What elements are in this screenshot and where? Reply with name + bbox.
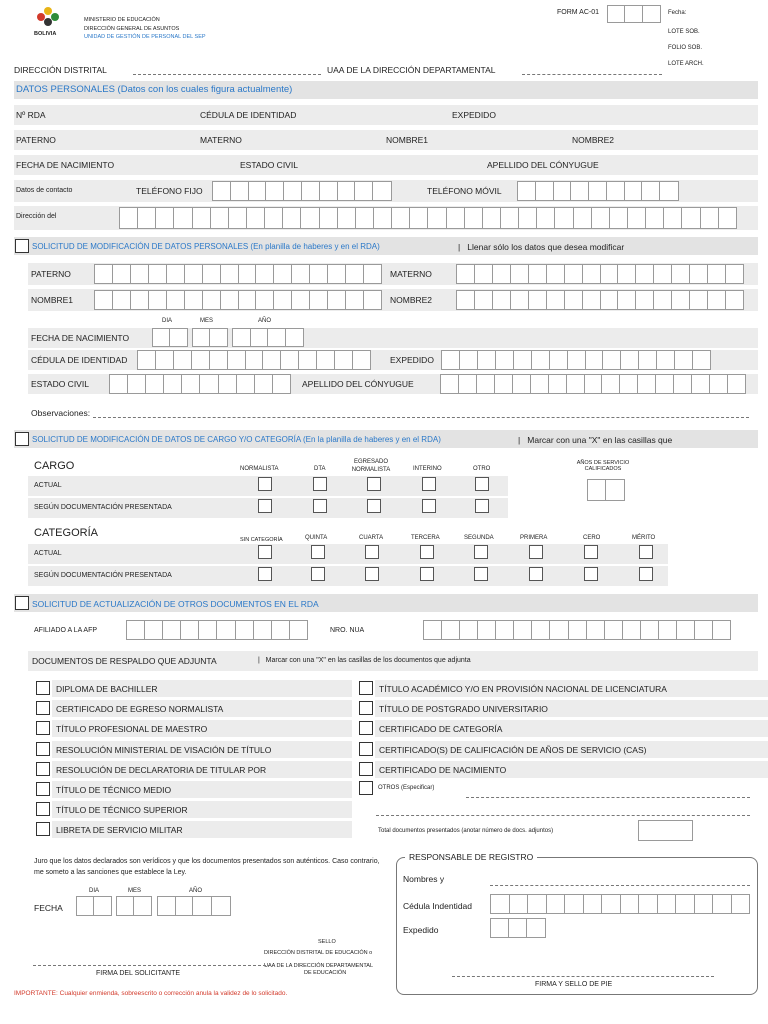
otros-esp-field[interactable] [466, 797, 750, 798]
mod-personal-note: | Llenar sólo los datos que desea modificar [458, 242, 625, 252]
cat-check-4-0[interactable] [474, 545, 488, 559]
sello-label: SELLO [318, 939, 336, 945]
cargo-check-1-0[interactable] [313, 477, 327, 491]
mod-cargo-note: | Marcar con una "X" en las casillas que [518, 435, 673, 445]
otros-esp-field-2[interactable] [376, 815, 750, 816]
mp-expedido-label: EXPEDIDO [390, 355, 434, 365]
resp-expedido-label: Expedido [403, 925, 439, 935]
importante-note: IMPORTANTE: Cualquier enmienda, sobreescrito o corrección anula la validez de lo solicitado. [14, 990, 288, 997]
afp-input[interactable] [126, 620, 308, 640]
fijo-input[interactable] [212, 181, 392, 201]
resp-firma-label: FIRMA Y SELLO DE PIE [535, 981, 613, 988]
sello-label-3: UAA DE LA DIRECCIÓN DEPARTAMENTAL [264, 963, 374, 969]
firma-line[interactable] [33, 965, 271, 966]
cat-actual-label: ACTUAL [34, 550, 62, 557]
mp-civil-input[interactable] [109, 374, 291, 394]
mp-obs-field[interactable] [93, 417, 749, 418]
nombre2-label: NOMBRE2 [572, 135, 615, 145]
cat-check-0-1[interactable] [258, 567, 272, 581]
otros-check[interactable] [15, 596, 29, 610]
mp-birth-day[interactable] [152, 328, 188, 347]
cat-check-7-1[interactable] [639, 567, 653, 581]
row-rda [14, 105, 758, 125]
conyugue-label: APELLIDO DEL CÓNYUGUE [487, 160, 599, 170]
f-fecha-label: FECHA [34, 903, 63, 913]
cargo-check-4-1[interactable] [475, 499, 489, 513]
doc-right-check[interactable] [359, 721, 373, 735]
lote-arch: LOTE ARCH. [668, 61, 704, 67]
mod-personal-title: SOLICITUD DE MODIFICACIÓN DE DATOS PERSONALES (En planilla de haberes y en el RDA) [32, 242, 380, 251]
cargo-check-3-0[interactable] [422, 477, 436, 491]
mp-civil-label: ESTADO CIVIL [31, 379, 89, 389]
cat-col-merito: MÉRITO [632, 535, 656, 541]
cat-col-sin: SIN CATEGORÍA [240, 537, 283, 543]
cat-check-6-0[interactable] [584, 545, 598, 559]
cat-check-0-0[interactable] [258, 545, 272, 559]
ministry: MINISTERIO DE EDUCACIÓN [84, 17, 160, 23]
cat-check-2-0[interactable] [365, 545, 379, 559]
unit: UNIDAD DE GESTIÓN DE PERSONAL DEL SEP [84, 34, 206, 40]
categoria-label: CATEGORÍA [34, 527, 98, 539]
doc-right-label: CERTIFICADO DE CATEGORÍA [379, 724, 503, 735]
mp-nombre1-label: NOMBRE1 [31, 295, 74, 305]
row-birth [14, 155, 758, 175]
uaa-label: UAA DE LA DIRECCIÓN DEPARTAMENTAL [327, 65, 496, 75]
mp-dia-label: DIA [162, 318, 173, 324]
cat-check-3-1[interactable] [420, 567, 434, 581]
expedido-label: EXPEDIDO [452, 110, 496, 120]
cargo-check-4-0[interactable] [475, 477, 489, 491]
cargo-check-1-1[interactable] [313, 499, 327, 513]
resp-nombres-label: Nombres y [403, 874, 445, 884]
birth-label: FECHA DE NACIMIENTO [16, 160, 115, 170]
doc-left-check[interactable] [36, 762, 50, 776]
cat-segun-label: SEGÚN DOCUMENTACIÓN PRESENTADA [34, 572, 172, 579]
total-input[interactable] [638, 820, 693, 841]
mod-personal-check[interactable] [15, 239, 29, 253]
cargo-check-0-1[interactable] [258, 499, 272, 513]
mp-materno-label: MATERNO [390, 269, 432, 279]
cat-check-2-1[interactable] [365, 567, 379, 581]
f-mes-label: MES [128, 888, 142, 894]
doc-right-label: TÍTULO DE POSTGRADO UNIVERSITARIO [379, 704, 548, 715]
cat-check-5-1[interactable] [529, 567, 543, 581]
doc-otros-label: OTROS (Especificar) [378, 785, 435, 791]
cat-check-1-1[interactable] [311, 567, 325, 581]
resp-cedula-input[interactable] [490, 894, 750, 914]
doc-left-check[interactable] [36, 782, 50, 796]
mod-personal-note-text: Llenar sólo los datos que desea modificar [467, 242, 625, 252]
cat-check-3-0[interactable] [420, 545, 434, 559]
resp-box [396, 857, 758, 995]
doc-left-label: TÍTULO PROFESIONAL DE MAESTRO [56, 724, 208, 735]
mp-ci-input[interactable] [137, 350, 371, 370]
mp-materno-input[interactable] [456, 264, 744, 284]
doc-right-check[interactable] [359, 681, 373, 695]
sello-label-4: DE EDUCACIÓN [304, 970, 347, 976]
mp-birth-year[interactable] [232, 328, 304, 347]
docs-note: | Marcar con una "X" en las casillas de los documentos que adjunta [258, 657, 471, 664]
mod-cargo-note-text: Marcar con una "X" en las casillas que [527, 435, 673, 445]
doc-left-check[interactable] [36, 721, 50, 735]
mod-cargo-check[interactable] [15, 432, 29, 446]
country-label: BOLIVIA [34, 31, 57, 37]
cargo-check-0-0[interactable] [258, 477, 272, 491]
ci-label: CÉDULA DE IDENTIDAD [200, 110, 297, 120]
cat-check-7-0[interactable] [639, 545, 653, 559]
mp-birth-label: FECHA DE NACIMIENTO [31, 333, 130, 343]
uaa-field[interactable] [522, 74, 662, 75]
cargo-col-dta: DTA [314, 466, 326, 472]
mp-expedido-input[interactable] [441, 350, 711, 370]
resp-firma-line[interactable] [452, 976, 714, 977]
doc-left-check[interactable] [36, 822, 50, 836]
doc-right-check[interactable] [359, 762, 373, 776]
movil-input[interactable] [517, 181, 679, 201]
doc-left-check[interactable] [36, 742, 50, 756]
resp-cedula-label: Cédula Indentidad [403, 901, 473, 911]
doc-right-label: CERTIFICADO(S) DE CALIFICACIÓN DE AÑOS DE SERVICIO (CAS) [379, 744, 647, 755]
mp-row3 [28, 328, 758, 348]
cat-check-6-1[interactable] [584, 567, 598, 581]
nua-input[interactable] [423, 620, 731, 640]
cat-check-5-0[interactable] [529, 545, 543, 559]
doc-left-label: RESOLUCIÓN MINISTERIAL DE VISACIÓN DE TÍTULO [56, 744, 272, 755]
doc-otros-check[interactable] [359, 781, 373, 795]
nombre1-label: NOMBRE1 [386, 135, 429, 145]
mp-paterno-label: PATERNO [31, 269, 71, 279]
movil-label: TELÉFONO MÓVIL [427, 186, 502, 196]
total-label: Total documentos presentados (anotar número de docs. adjuntos) [378, 828, 554, 834]
mp-paterno-input[interactable] [94, 264, 382, 284]
rda-label: Nº RDA [16, 110, 46, 120]
f-dia-label: DIA [89, 888, 100, 894]
cargo-check-2-1[interactable] [367, 499, 381, 513]
lote-sob: LOTE SOB. [668, 29, 700, 35]
form-code-boxes[interactable] [607, 5, 661, 23]
distrital-field[interactable] [133, 74, 321, 75]
cat-check-4-1[interactable] [474, 567, 488, 581]
address-label: Dirección del [16, 213, 57, 220]
mp-mes-label: MES [200, 318, 214, 324]
doc-left-label: TÍTULO DE TÉCNICO MEDIO [56, 785, 172, 795]
doc-right-label: TÍTULO ACADÉMICO Y/O EN PROVISIÓN NACIONAL DE LICENCIATURA [379, 684, 667, 694]
resp-nombres-field[interactable] [490, 885, 750, 886]
cat-col-tercera: TERCERA [411, 535, 440, 541]
doc-right-check[interactable] [359, 701, 373, 715]
fecha-label: Fecha: [668, 10, 687, 16]
distrital-label: DIRECCIÓN DISTRITAL [14, 65, 107, 75]
cat-col-cuarta: CUARTA [359, 535, 384, 541]
mp-birth-month[interactable] [192, 328, 228, 347]
mp-conyugue-input[interactable] [440, 374, 746, 394]
doc-left-label: CERTIFICADO DE EGRESO NORMALISTA [56, 704, 224, 715]
cargo-check-2-0[interactable] [367, 477, 381, 491]
mp-nombre2-label: NOMBRE2 [390, 295, 433, 305]
cat-check-1-0[interactable] [311, 545, 325, 559]
mp-anio-label: AÑO [258, 318, 272, 324]
anios-input[interactable] [587, 479, 625, 501]
cat-col-primera: PRIMERA [520, 535, 548, 541]
materno-label: MATERNO [200, 135, 242, 145]
doc-left-label: LIBRETA DE SERVICIO MILITAR [56, 825, 183, 836]
resp-title: RESPONSABLE DE REGISTRO [405, 852, 537, 862]
sello-label-2: DIRECCIÓN DISTRITAL DE EDUCACIÓN o [264, 950, 373, 956]
cargo-check-3-1[interactable] [422, 499, 436, 513]
doc-left-label: TÍTULO DE TÉCNICO SUPERIOR [56, 805, 188, 816]
cat-col-segunda: SEGUNDA [464, 535, 494, 541]
f-anio-label: AÑO [189, 888, 203, 894]
cat-actual-row [28, 544, 668, 564]
doc-right-label: CERTIFICADO DE NACIMIENTO [379, 764, 507, 775]
logo [35, 5, 61, 29]
anios-label: AÑOS DE SERVICIO CALIFICADOS [576, 460, 630, 472]
folio-sob: FOLIO SOB. [668, 45, 703, 51]
cargo-col-egresado: EGRESADO NORMALISTA [351, 459, 391, 473]
cargo-actual-label: ACTUAL [34, 482, 62, 489]
cargo-segun-label: SEGÚN DOCUMENTACIÓN PRESENTADA [34, 504, 172, 511]
mod-cargo-title: SOLICITUD DE MODIFICACIÓN DE DATOS DE CARGO Y/O CATEGORÍA (En la planilla de haberes y en el RDA) [32, 435, 441, 444]
fijo-label: TELÉFONO FIJO [136, 186, 203, 196]
direction: DIRECCIÓN GENERAL DE ASUNTOS [84, 26, 180, 32]
doc-right-check[interactable] [359, 742, 373, 756]
cargo-col-interino: INTERINO [413, 466, 442, 472]
mp-nombre2-input[interactable] [456, 290, 744, 310]
docs-label: DOCUMENTOS DE RESPALDO QUE ADJUNTA [32, 656, 217, 666]
afp-label: AFILIADO A LA AFP [34, 627, 98, 634]
otros-title: SOLICITUD DE ACTUALIZACIÓN DE OTROS DOCUMENTOS EN EL RDA [32, 599, 319, 609]
mp-obs-label: Observaciones: [31, 408, 91, 418]
doc-left-label: RESOLUCIÓN DE DECLARATORIA DE TITULAR POR [56, 764, 267, 775]
form-code: FORM AC-01 [557, 9, 600, 16]
cat-col-quinta: QUINTA [305, 535, 328, 541]
f-year[interactable] [157, 896, 231, 916]
personal-title: DATOS PERSONALES (Datos con los cuales figura actualmente) [16, 84, 293, 95]
resp-expedido-input[interactable] [490, 918, 546, 938]
doc-left-label: DIPLOMA DE BACHILLER [56, 684, 158, 694]
doc-left-check[interactable] [36, 802, 50, 816]
mp-ci-label: CÉDULA DE IDENTIDAD [31, 355, 128, 365]
doc-left-check[interactable] [36, 701, 50, 715]
f-day[interactable] [76, 896, 112, 916]
docs-note-text: Marcar con una "X" en las casillas de los documentos que adjunta [265, 657, 471, 664]
juro-text: Juro que los datos declarados son verídicos y que los documentos presentados son auténticos. Caso contrario, me someto a las sanciones que establece la Ley. [34, 858, 380, 876]
firma-label: FIRMA DEL SOLICITANTE [96, 970, 181, 977]
f-month[interactable] [116, 896, 152, 916]
address-input[interactable] [119, 207, 737, 229]
doc-left-check[interactable] [36, 681, 50, 695]
cargo-col-otro: OTRO [473, 466, 491, 472]
civil-label: ESTADO CIVIL [240, 160, 298, 170]
contact-label: Datos de contacto [16, 187, 73, 194]
mp-nombre1-input[interactable] [94, 290, 382, 310]
nua-label: NRO. NUA [330, 627, 365, 634]
cat-col-cero: CERO [583, 535, 601, 541]
cargo-col-normalista: NORMALISTA [240, 466, 279, 472]
paterno-label: PATERNO [16, 135, 56, 145]
mp-conyugue-label: APELLIDO DEL CÓNYUGUE [302, 379, 414, 389]
cargo-label: CARGO [34, 460, 75, 472]
